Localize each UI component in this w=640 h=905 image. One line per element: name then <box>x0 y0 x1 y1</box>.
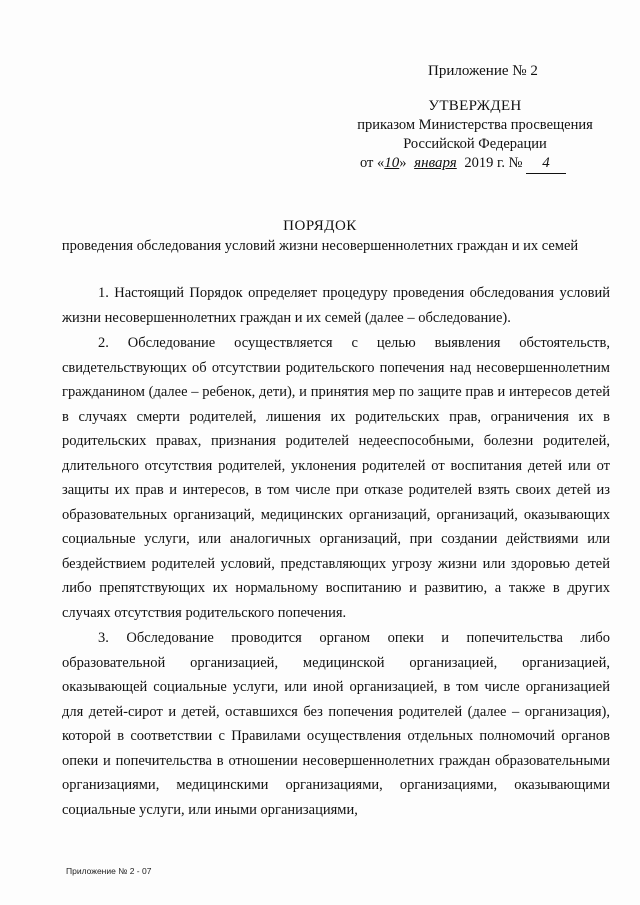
approval-stamp <box>340 97 610 174</box>
page-footer: Приложение № 2 - 07 <box>66 866 152 876</box>
date-mid: » <box>399 155 411 171</box>
approval-line-ministry: приказом Министерства просвещения <box>357 117 593 133</box>
handwritten-number: 4 <box>526 154 566 174</box>
approval-title: УТВЕРЖДЕН <box>428 98 522 114</box>
document-body <box>62 281 610 822</box>
handwritten-month: января <box>414 155 457 171</box>
document-heading <box>0 216 640 256</box>
approval-date-line <box>340 154 610 174</box>
document-subtitle: проведения обследования условий жизни несовершеннолетних граждан и их семей <box>61 238 579 254</box>
handwritten-day: 10 <box>384 155 400 171</box>
date-prefix: от « <box>360 155 385 171</box>
paragraph-3: 3. Обследование проводится органом опеки и попечительства либо образовательной организацией, медицинской организацией, организацией, оказывающей социальные услуги, или иной организацией, в том числе организацией для детей-сирот и детей, оставшихся без попечения родителей (далее – организация), которой в соответствии с Правилами осуществления отдельных полномочий органов опеки и попечительства в отношении несовершеннолетних граждан образовательными организациями, медицинскими организациями, организациями, оказывающими социальные услуги, или иными организациями, <box>62 630 610 818</box>
paragraph-1: 1. Настоящий Порядок определяет процедуру проведения обследования условий жизни несовершеннолетних граждан и их семей (далее – обследование). <box>62 285 610 326</box>
approval-line-federation: Российской Федерации <box>403 136 547 152</box>
paragraph-2: 2. Обследование осуществляется с целью выявления обстоятельств, свидетельствующих об отсутствии родительского попечения над несовершеннолетним гражданином (далее – ребенок, дети), и принятия мер по защите прав и интересов детей в случаях смерти родителей, лишения их родительских прав, ограничения их в родительских правах, признания родителей недееспособными, болезни родителей, длительного отсутствия родителей, уклонения родителей от воспитания детей или от защиты их прав и интересов, в том числе при отказе родителей взять своих детей из образовательных организаций, медицинских организаций, организаций, оказывающих социальные услуги, или аналогичных организаций, при создании действиями или бездействием родителей условий, представляющих угрозу жизни или здоровью детей либо препятствующих их нормальному воспитанию и развитию, а также в других случаях отсутствия родительского попечения. <box>62 335 610 621</box>
document-title: ПОРЯДОК <box>283 218 357 234</box>
date-year: 2019 г. № <box>460 155 527 171</box>
appendix-label: Приложение № 2 <box>428 63 538 79</box>
